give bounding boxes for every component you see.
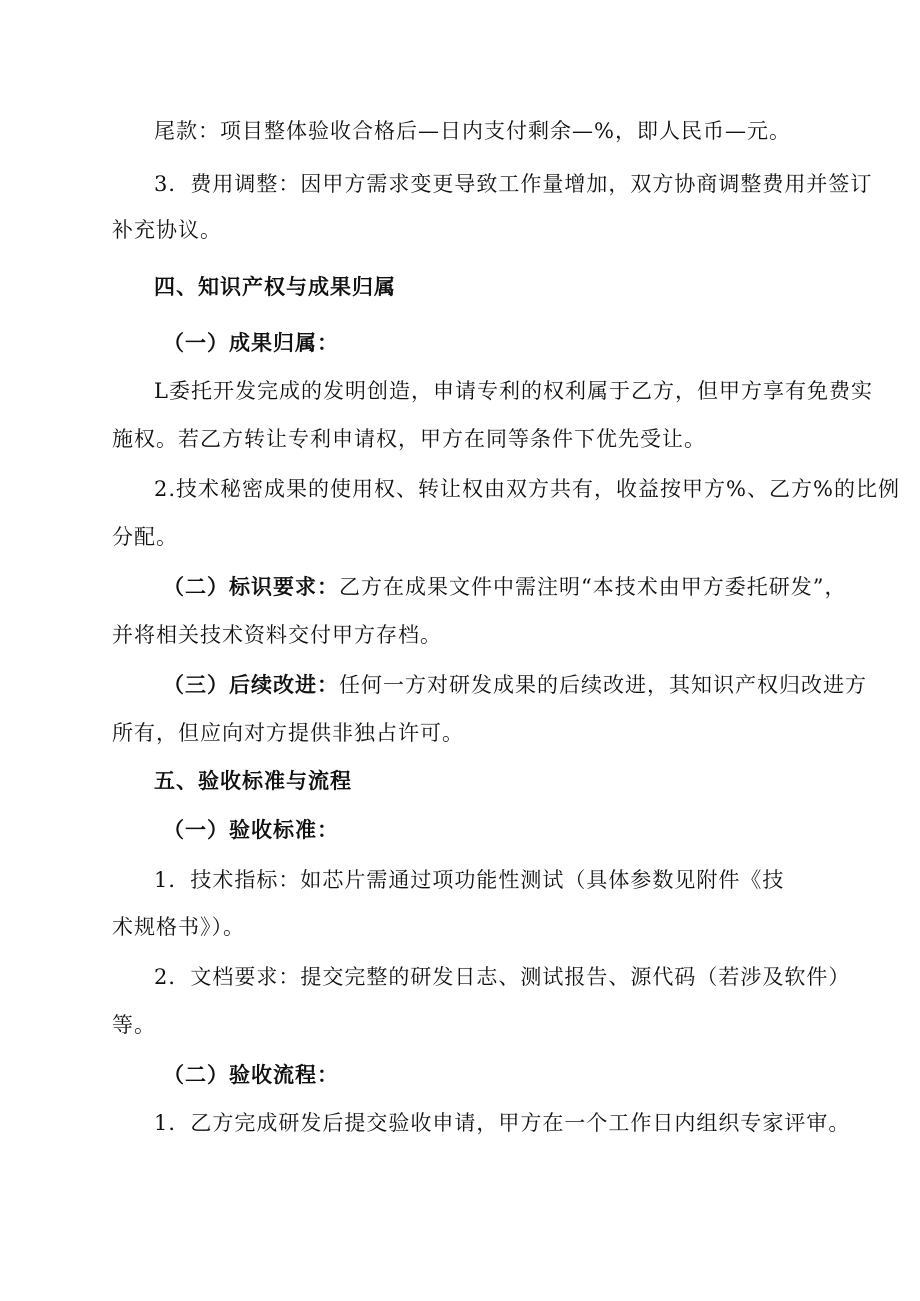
paragraph-final-payment: 尾款：项目整体验收合格后—日内支付剩余—%，即人民币—元。 bbox=[154, 119, 791, 143]
subheading-results-ownership: （一）成果归属： bbox=[163, 330, 339, 355]
subheading-acceptance-standard: （一）验收标准： bbox=[163, 817, 339, 842]
subheading-marking-requirement: （二）标识要求： bbox=[163, 574, 339, 599]
paragraph-tech-indicators-cont: 术规格书》）。 bbox=[112, 915, 245, 939]
paragraph-tech-indicators: 1．技术指标：如芯片需通过项功能性测试（具体参数见附件《技 bbox=[154, 868, 785, 892]
paragraph-doc-requirements: 2．文档要求：提交完整的研发日志、测试报告、源代码（若涉及软件） bbox=[154, 965, 851, 989]
paragraph-marking-requirement-cont: 并将相关技术资料交付甲方存档。 bbox=[112, 623, 442, 647]
paragraph-marking-requirement bbox=[163, 572, 846, 602]
paragraph-tech-secrets: 2.技术秘密成果的使用权、转让权由双方共有，收益按甲方%、乙方%的比例 bbox=[154, 477, 900, 501]
paragraph-doc-requirements-cont: 等。 bbox=[112, 1013, 156, 1037]
paragraph-acceptance-application: 1．乙方完成研发后提交验收申请，甲方在一个工作日内组织专家评审。 bbox=[154, 1111, 851, 1135]
paragraph-patent-rights-cont: 施权。若乙方转让专利申请权，甲方在同等条件下优先受让。 bbox=[112, 427, 706, 451]
section-heading-acceptance: 五、验收标准与流程 bbox=[154, 768, 352, 793]
paragraph-follow-up-improvement-cont: 所有，但应向对方提供非独占许可。 bbox=[112, 721, 464, 745]
subheading-follow-up-improvement: （三）后续改进： bbox=[163, 672, 339, 697]
subheading-acceptance-process: （二）验收流程： bbox=[163, 1062, 339, 1087]
marking-requirement-text: 乙方在成果文件中需注明“本技术由甲方委托研发”， bbox=[339, 575, 847, 599]
paragraph-tech-secrets-cont: 分配。 bbox=[112, 525, 178, 549]
section-heading-ip: 四、知识产权与成果归属 bbox=[154, 274, 396, 299]
paragraph-fee-adjustment-cont: 补充协议。 bbox=[112, 218, 222, 242]
paragraph-fee-adjustment: 3．费用调整：因甲方需求变更导致工作量增加，双方协商调整费用并签订 bbox=[154, 172, 873, 196]
paragraph-patent-rights: L委托开发完成的发明创造，申请专利的权利属于乙方，但甲方享有免费实 bbox=[154, 379, 873, 403]
follow-up-improvement-text: 任何一方对研发成果的后续改进，其知识产权归改进方 bbox=[339, 673, 867, 697]
paragraph-follow-up-improvement bbox=[163, 670, 867, 700]
